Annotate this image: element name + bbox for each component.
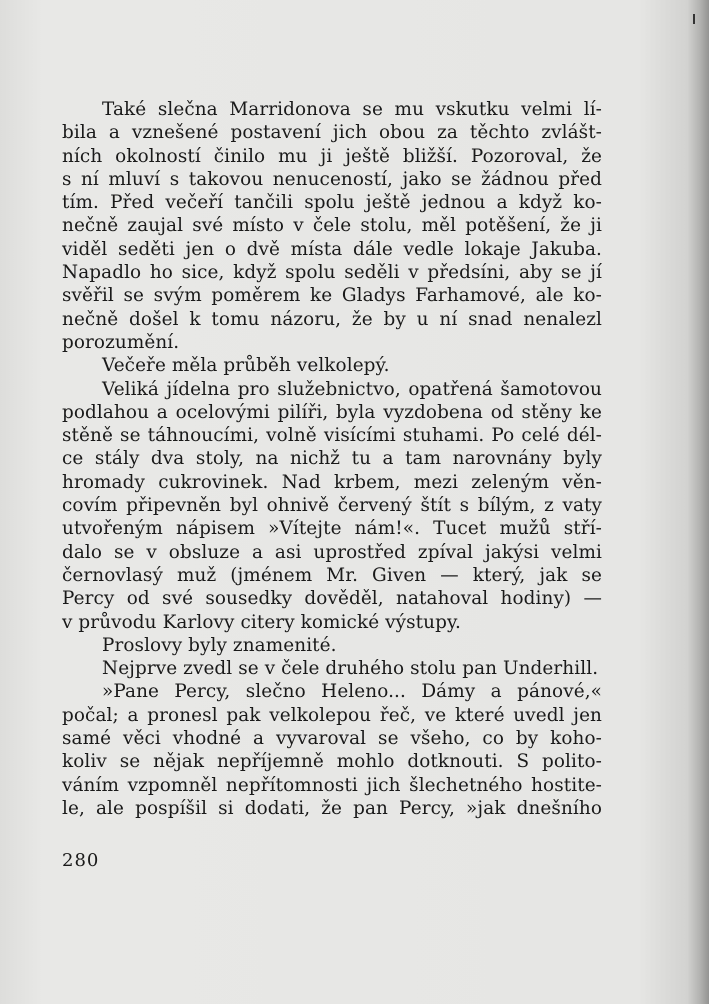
text-line: Proslovy byly znamenité. (102, 634, 337, 656)
text-line: utvořeným nápisem »Vítejte nám!«. Tucet mužů stří- (62, 518, 602, 540)
text-line: hromady cukrovinek. Nad krbem, mezi zeleným věn- (62, 471, 602, 493)
text-line: Nejprve zvedl se v čele druhého stolu pan Underhill. (102, 658, 599, 680)
text-line: covím připevněn byl ohnivě červený štít s bílým, z vaty (62, 495, 602, 517)
text-line: svěřil se svým poměrem ke Gladys Farhamové, ale ko- (62, 285, 602, 307)
margin-mark (693, 14, 695, 24)
text-line: Napadlo ho sice, když spolu seděli v předsíni, aby se jí (62, 262, 602, 284)
body-text (62, 98, 602, 820)
text-line: Veliká jídelna pro služebnictvo, opatřená šamotovou (102, 378, 602, 400)
text-line: porozumění. (62, 331, 180, 353)
text-line: le, ale pospíšil si dodati, že pan Percy, »jak dnešního (62, 797, 602, 819)
text-line: nečně zaujal své místo v čele stolu, měl potěšení, že ji (62, 215, 602, 237)
text-line: podlahou a ocelovými pilíři, byla vyzdobena od stěny ke (62, 401, 602, 423)
text-line: nečně došel k tomu názoru, že by u ní snad nenalezl (62, 308, 602, 330)
text-line: tím. Před večeří tančili spolu ještě jednou a když ko- (62, 192, 602, 214)
text-line: ce stály dva stoly, na nichž tu a tam narovnány byly (62, 448, 602, 470)
text-line: stěně se táhnoucími, volně visícími stuhami. Po celé dél- (62, 425, 602, 447)
page-number: 280 (62, 850, 100, 871)
text-line: koliv se nějak nepříjemně mohlo dotknouti. S polito- (62, 751, 602, 773)
text-line: dalo se v obsluze a asi uprostřed zpíval jakýsi velmi (62, 541, 602, 563)
text-line: ních okolností činilo mu ji ještě bližší. Pozoroval, že (62, 145, 602, 167)
text-line: v průvodu Karlovy citery komické výstupy. (62, 611, 461, 633)
text-line: samé věci vhodné a vyvaroval se všeho, co by koho- (62, 728, 602, 750)
text-line: »Pane Percy, slečno Heleno... Dámy a pánové,« (102, 681, 602, 703)
text-line: viděl seděti jen o dvě místa dále vedle lokaje Jakuba. (62, 238, 602, 260)
text-line: Percy od své sousedky dověděl, natahoval hodiny) — (62, 588, 602, 610)
text-line: s ní mluví s takovou nenuceností, jako se žádnou před (62, 168, 602, 190)
text-line: počal; a pronesl pak velkolepou řeč, ve které uvedl jen (62, 704, 602, 726)
text-line: černovlasý muž (jménem Mr. Given — který, jak se (62, 564, 602, 586)
text-line: Večeře měla průběh velkolepý. (102, 355, 390, 377)
text-line: váním vzpomněl nepřítomnosti jich šlechetného hostite- (62, 774, 602, 796)
text-line: Také slečna Marridonova se mu vskutku velmi lí- (102, 99, 602, 120)
page-edge-shadow (687, 0, 709, 1004)
text-line: bila a vznešené postavení jich obou za těchto zvlášt- (62, 122, 602, 144)
